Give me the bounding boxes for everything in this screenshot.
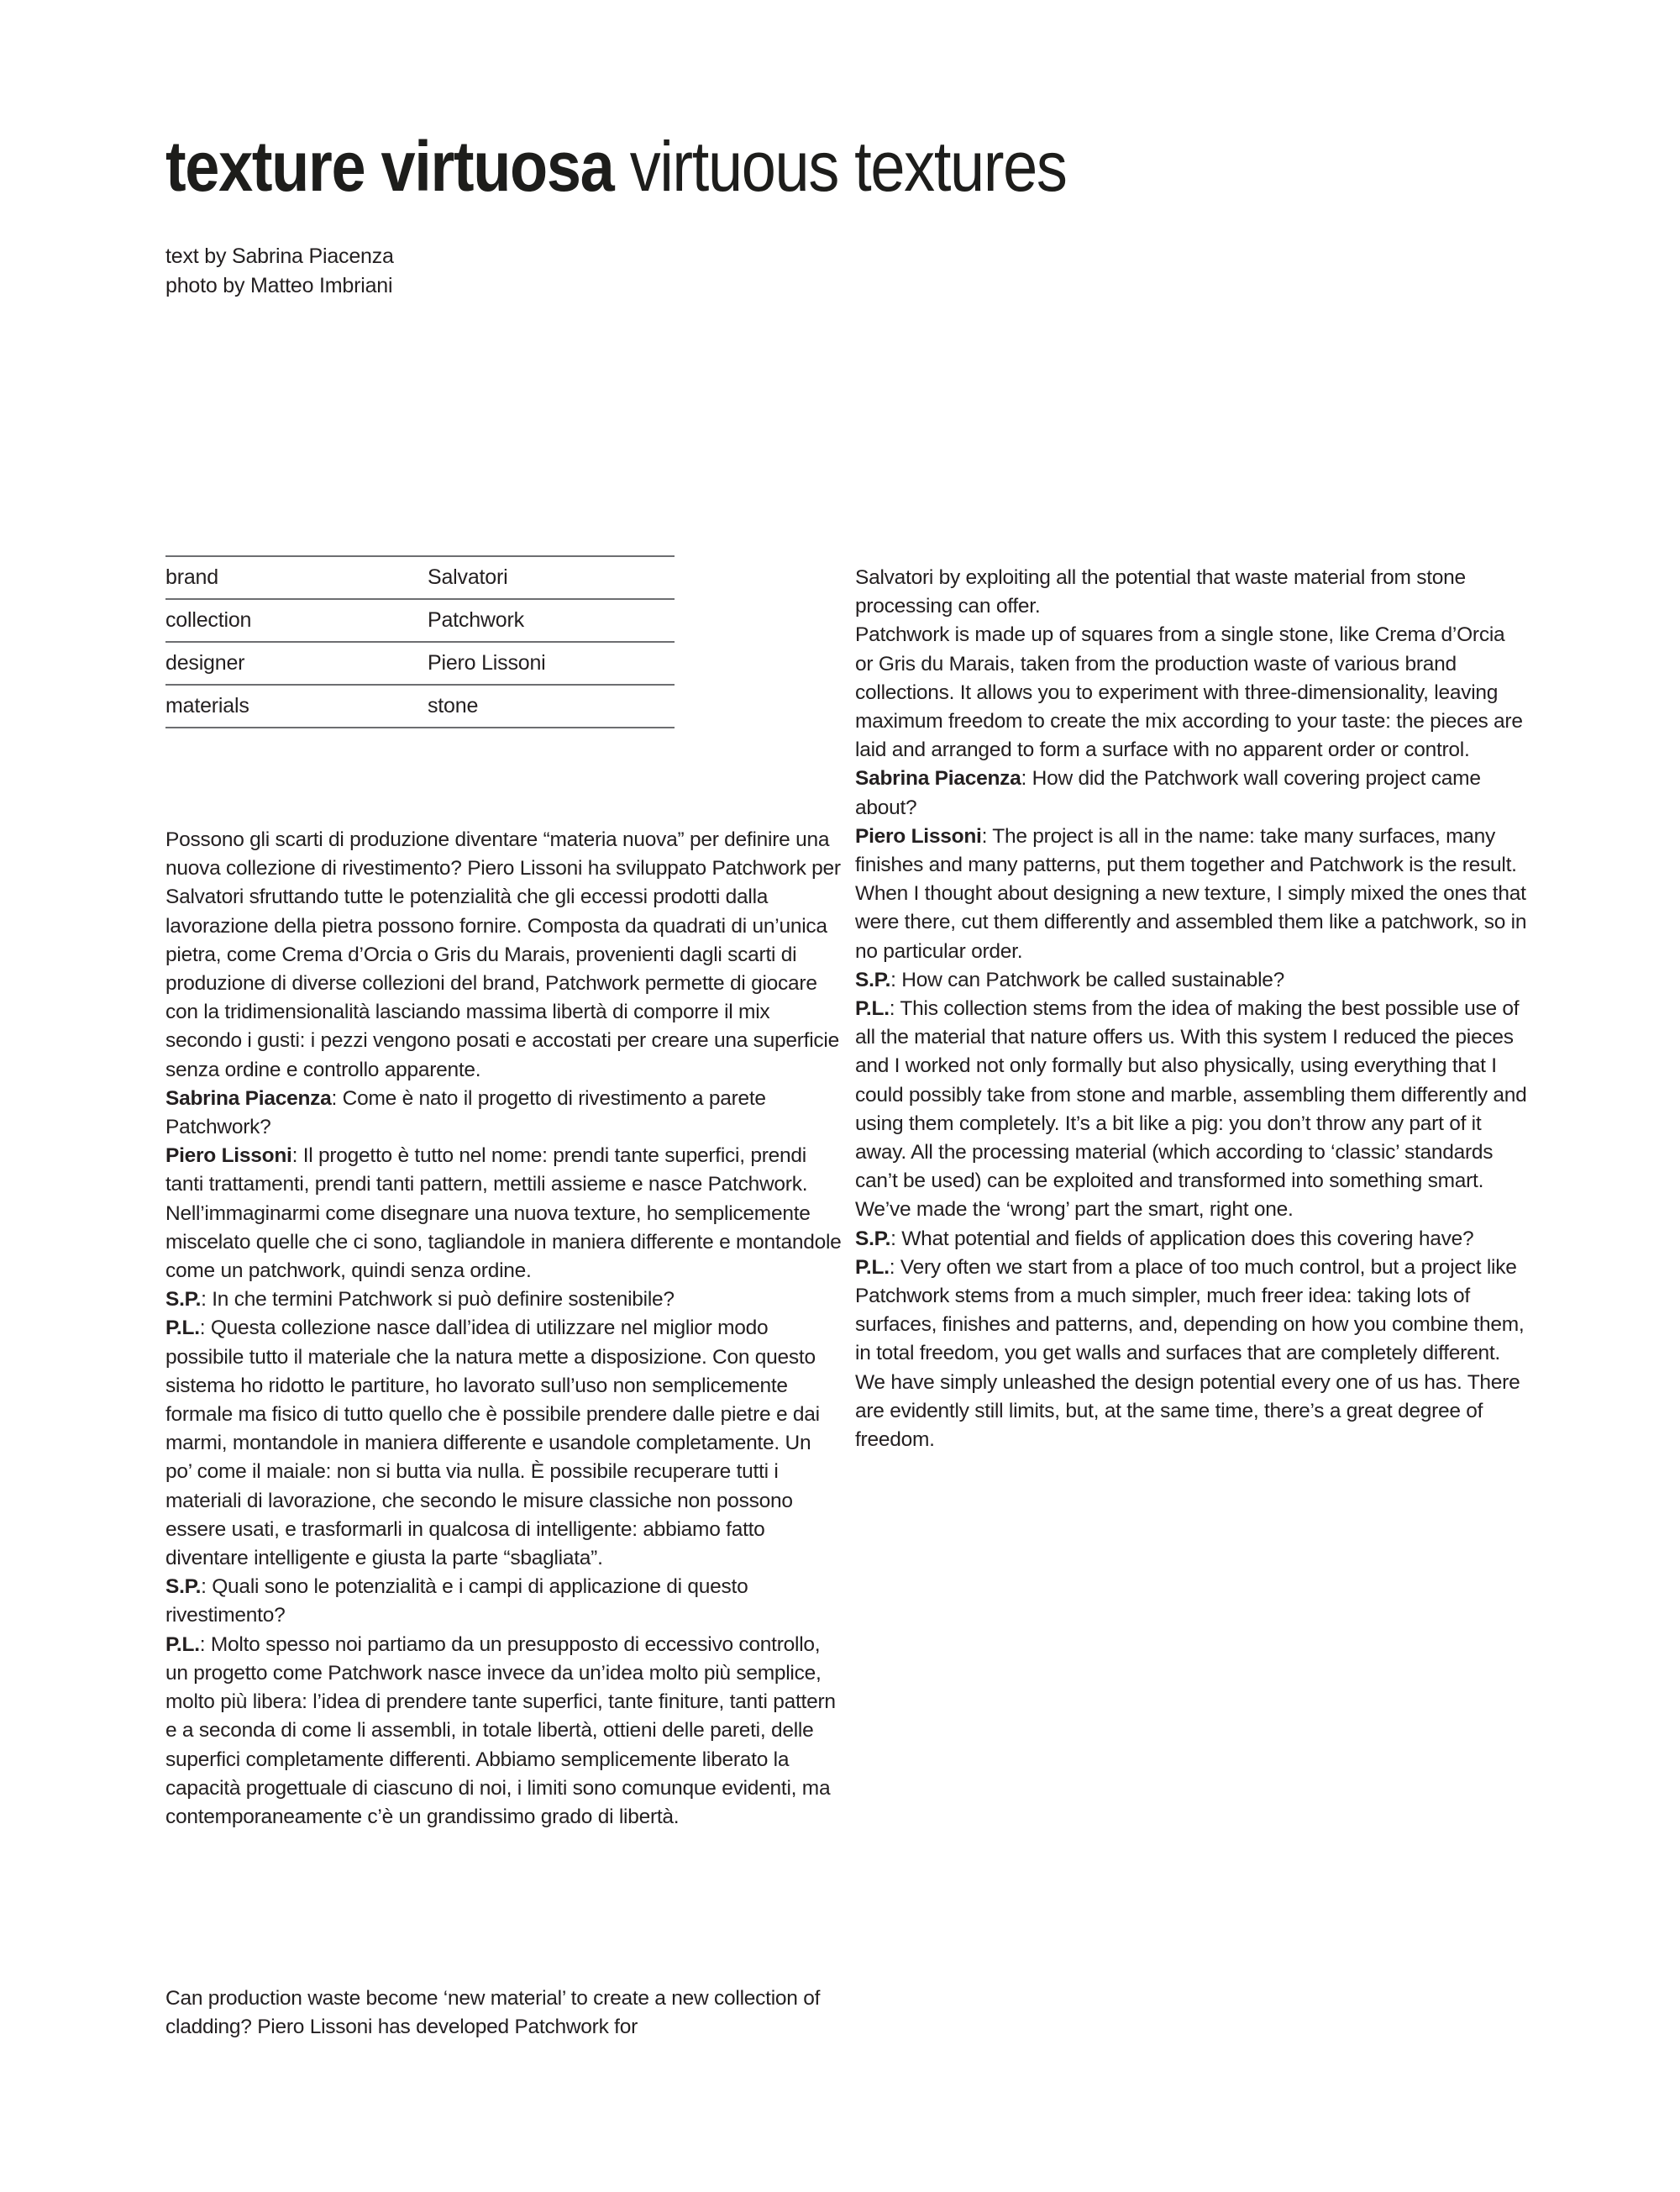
spec-row-designer [165,642,675,685]
spec-value-brand: Salvatori [428,565,508,589]
spec-row-materials [165,685,675,728]
speaker-name: Piero Lissoni [165,1144,292,1168]
paragraph-text: : Quali sono le potenzialità e i campi di applicazione di questo rivestimento? [165,1575,748,1627]
speaker-name: P.L. [165,1632,200,1656]
paragraph-text: : Come è nato il progetto di rivestimento a parete Patchwork? [165,1086,766,1139]
paragraph-intro-english [855,564,1527,621]
qa-answer-italian [165,1631,842,1832]
speaker-name: S.P. [165,1575,202,1599]
paragraph-text: : Molto spesso noi partiamo da un presupposto di eccessivo controllo, un progetto come Patchwork nasce invece da un’idea molto più semplice, molto più libera: l’idea di prendere tante superfici, tante finiture, tanti pattern e a seconda di come li assembli, in totale libertà, ottieni delle pareti, delle superfici completamente differenti. Abbiamo semplicemente liberato la capacità progettuale di ciascuno di noi, i limiti sono comunque evidenti, ma contemporaneamente c’è un grandissimo grado di libertà. [165,1632,836,1828]
paragraph-text: Patchwork is made up of squares from a single stone, like Crema d’Orcia or Gris du Marais, taken from the production waste of various brand collections. It allows you to experiment with three-dimensionality, leaving maximum freedom to create the mix according to your taste: the pieces are laid and arranged to form a surface with no apparent order or control. [855,623,1523,762]
spec-label-brand: brand [165,565,218,589]
paragraph-text: : How did the Patchwork wall covering project came about? [855,767,1481,819]
spec-label-designer: designer [165,651,245,675]
byline [165,242,394,301]
qa-answer-english [855,1254,1527,1454]
speaker-name: S.P. [855,1227,891,1250]
speaker-name: Sabrina Piacenza [165,1086,332,1110]
qa-question-english [855,966,1527,995]
paragraph-text: : The project is all in the name: take many surfaces, many finishes and many patterns, put them together and Patchwork is the result. When I thought about designing a new texture, I simply mixed the ones that were there, cut them differently and assembled them like a patchwork, so in no particular order. [855,824,1527,963]
speaker-name: S.P. [165,1288,202,1312]
column-english [855,564,1527,1454]
speaker-name: P.L. [855,1255,890,1279]
spec-value-designer: Piero Lissoni [428,651,546,675]
spec-value-collection: Patchwork [428,608,524,632]
qa-question-italian [165,1285,842,1314]
qa-answer-italian [165,1314,842,1573]
footer-intro-english [165,1984,842,2042]
spec-row-brand [165,556,675,599]
speaker-name: Piero Lissoni [855,824,982,848]
paragraph-text: : Questa collezione nasce dall’idea di utilizzare nel miglior modo possibile tutto il materiale che la natura mette a disposizione. Con questo sistema ho ridotto le partiture, ho lavorato sull’uso non semplicemente formale ma fisico di tutto quello che è possibile prendere dalle pietre e dai marmi, montandole in maniera differente e usandole completamente. Un po’ come il maiale: non si butta via nulla. È possibile recuperare tutti i materiali di lavorazione, che secondo le misure classiche non possono essere usati, e trasformarli in qualcosa di intelligente: abbiamo fatto diventare intelligente e giusta la parte “sbagliata”. [165,1317,820,1570]
paragraph-text: Salvatori by exploiting all the potential that waste material from stone processing can offer. [855,566,1466,618]
paragraph-intro-english [855,621,1527,765]
qa-answer-english [855,823,1527,966]
paragraph-intro-italian [165,826,842,1085]
column-italian [165,826,842,1832]
qa-question-english [855,765,1527,822]
paragraph-text: : Il progetto è tutto nel nome: prendi tante superfici, prendi tanti trattamenti, prendi tanti pattern, mettili assieme e nasce Patchwork. Nell’immaginarmi come disegnare una nuova texture, ho semplicemente miscelato quelle che ci sono, tagliandole in maniera differente e montandole come un patchwork, quindi senza ordine. [165,1144,842,1283]
qa-question-italian [165,1573,842,1630]
paragraph-text: Possono gli scarti di produzione diventare “materia nuova” per definire una nuova collezione di rivestimento? Piero Lissoni ha sviluppato Patchwork per Salvatori sfruttando tutte le potenzialità che gli eccessi prodotti dalla lavorazione della pietra possono fornire. Composta da quadrati di un’unica pietra, come Crema d’Orcia o Gris du Marais, provenienti dagli scarti di produzione di diverse collezioni del brand, Patchwork permette di giocare con la tridimensionalità lasciando massima libertà di comporre il mix secondo i gusti: i pezzi vengono posati e accostati per creare una superficie senza ordine e controllo apparente. [165,828,841,1081]
qa-question-english [855,1225,1527,1254]
spec-value-materials: stone [428,694,479,718]
spec-row-collection [165,599,675,642]
speaker-name: S.P. [855,968,891,991]
qa-answer-italian [165,1142,842,1285]
paragraph-text: : What potential and fields of application does this covering have? [890,1227,1474,1250]
paragraph-text: : How can Patchwork be called sustainable? [890,968,1285,991]
spec-label-collection: collection [165,608,252,632]
byline-text-credit: text by Sabrina Piacenza [165,244,394,268]
spec-table [165,555,675,728]
paragraph-text: Can production waste become ‘new material’ to create a new collection of cladding? Piero Lissoni has developed Patchwork for [165,1987,821,2039]
paragraph-text: : This collection stems from the idea of making the best possible use of all the material that nature offers us. With this system I reduced the pieces and I worked not only formally but also physically, using everything that I could possibly take from stone and marble, assembling them differently and using them completely. It’s a bit like a pig: you don’t throw any part of it away. All the processing material (which according to ‘classic’ standards can’t be used) can be exploited and transformed into something smart. We’ve made the ‘wrong’ part the smart, right one. [855,997,1527,1222]
speaker-name: Sabrina Piacenza [855,767,1021,791]
paragraph-text: : In che termini Patchwork si può definire sostenibile? [201,1288,675,1312]
speaker-name: P.L. [165,1317,200,1340]
paragraph-footer-intro [165,1984,842,2042]
paragraph-text: : Very often we start from a place of too much control, but a project like Patchwork stems from a much simpler, much freer idea: taking lots of surfaces, finishes and patterns, and, depending on how you combine them, in total freedom, you get walls and surfaces that are completely different. We have simply unleashed the design potential every one of us has. There are evidently still limits, but, at the same time, there’s a great degree of freedom. [855,1255,1525,1452]
article-title [165,128,1067,205]
title-english: virtuous textures [613,127,1067,206]
spec-label-materials: materials [165,694,249,718]
title-italian: texture virtuosa [165,127,614,206]
qa-question-italian [165,1085,842,1142]
qa-answer-english [855,995,1527,1225]
byline-photo-credit: photo by Matteo Imbriani [165,274,393,297]
speaker-name: P.L. [855,997,890,1021]
